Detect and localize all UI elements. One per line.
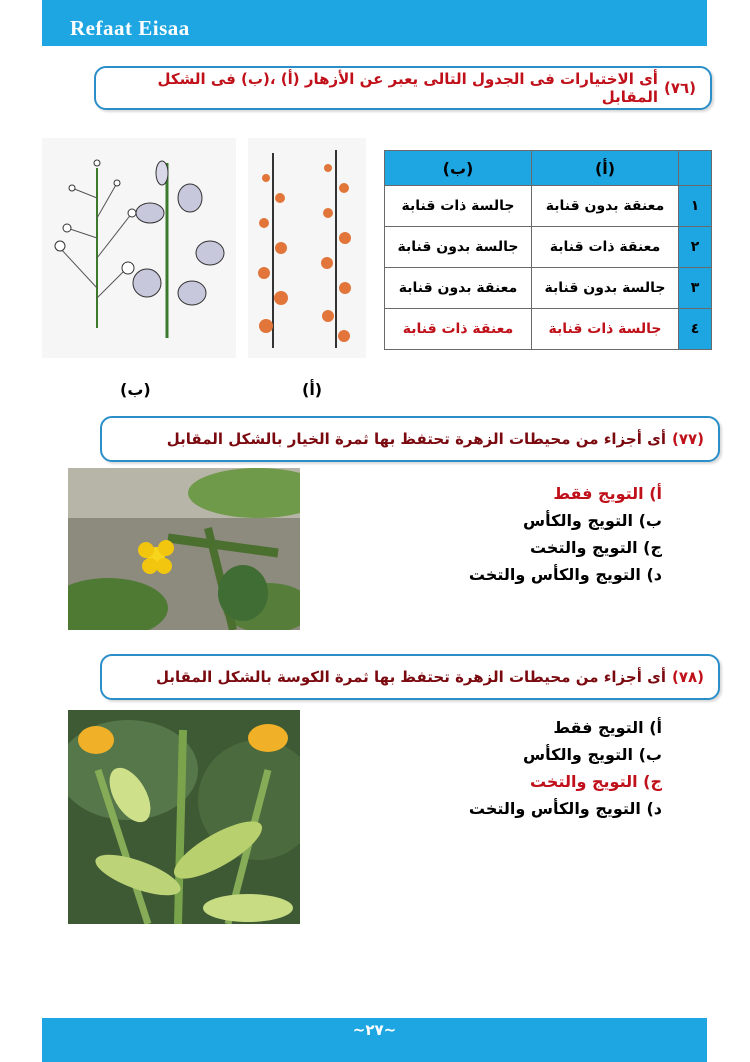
row-cell-a: جالسة ذات قنابة	[532, 309, 679, 350]
row-cell-a: معنقة بدون قنابة	[532, 186, 679, 227]
header-bar	[42, 0, 707, 46]
flower-drawing-a	[248, 138, 366, 358]
row-cell-b: معنقة ذات قنابة	[385, 309, 532, 350]
row-index: ١	[679, 186, 712, 227]
question-78-choices	[432, 714, 662, 822]
flower-drawing-b	[42, 138, 236, 358]
choice-77-c[interactable]: ج) التويج والتخت	[529, 538, 662, 557]
question-78-box	[100, 654, 720, 700]
question-76-text: أى الاختيارات فى الجدول التالى يعبر عن الأزهار (أ) ،(ب) فى الشكل المقابل	[157, 70, 658, 106]
row-index: ٣	[679, 268, 712, 309]
row-cell-b: جالسة بدون قنابة	[385, 227, 532, 268]
question-77-choices	[432, 480, 662, 588]
question-78-text: أى أجزاء من محيطات الزهرة تحتفظ بها ثمرة الكوسة بالشكل المقابل	[155, 668, 666, 686]
question-77-number: (٧٧)	[671, 430, 704, 448]
choice-78-b[interactable]: ب) التويج والكأس	[523, 745, 662, 764]
table-row	[385, 227, 712, 268]
row-cell-a: جالسة بدون قنابة	[532, 268, 679, 309]
question-76-number: (٧٦)	[663, 79, 696, 97]
cucumber-photo	[68, 468, 300, 630]
question-76-box	[94, 66, 712, 110]
row-cell-b: معنقة بدون قنابة	[385, 268, 532, 309]
row-cell-a: معنقة ذات قنابة	[532, 227, 679, 268]
question-78-number: (٧٨)	[671, 668, 704, 686]
table-row	[385, 268, 712, 309]
figure-label-a: (أ)	[302, 380, 323, 399]
table-header-row	[385, 151, 712, 186]
page-number: ~٢٧~	[352, 1021, 397, 1039]
table-header-a: (أ)	[532, 151, 679, 186]
options-table	[384, 150, 712, 350]
question-77-text: أى أجزاء من محيطات الزهرة تحتفظ بها ثمرة الخيار بالشكل المقابل	[166, 430, 666, 448]
row-cell-b: جالسة ذات قنابة	[385, 186, 532, 227]
author-name: Refaat Eisaa	[70, 16, 190, 40]
choice-77-d[interactable]: د) التويج والكأس والتخت	[468, 565, 662, 584]
table-header-b: (ب)	[385, 151, 532, 186]
question-77-box	[100, 416, 720, 462]
footer-bar	[42, 1018, 707, 1062]
choice-77-a[interactable]: أ) التويج فقط	[553, 484, 662, 503]
table-row-answer	[385, 309, 712, 350]
table-header-index	[679, 151, 712, 186]
row-index: ٢	[679, 227, 712, 268]
choice-78-d[interactable]: د) التويج والكأس والتخت	[468, 799, 662, 818]
choice-78-c[interactable]: ج) التويج والتخت	[529, 772, 662, 791]
row-index: ٤	[679, 309, 712, 350]
zucchini-photo	[68, 710, 300, 924]
table-row	[385, 186, 712, 227]
choice-77-b[interactable]: ب) التويج والكأس	[523, 511, 662, 530]
figure-label-b: (ب)	[120, 380, 151, 399]
choice-78-a[interactable]: أ) التويج فقط	[553, 718, 662, 737]
